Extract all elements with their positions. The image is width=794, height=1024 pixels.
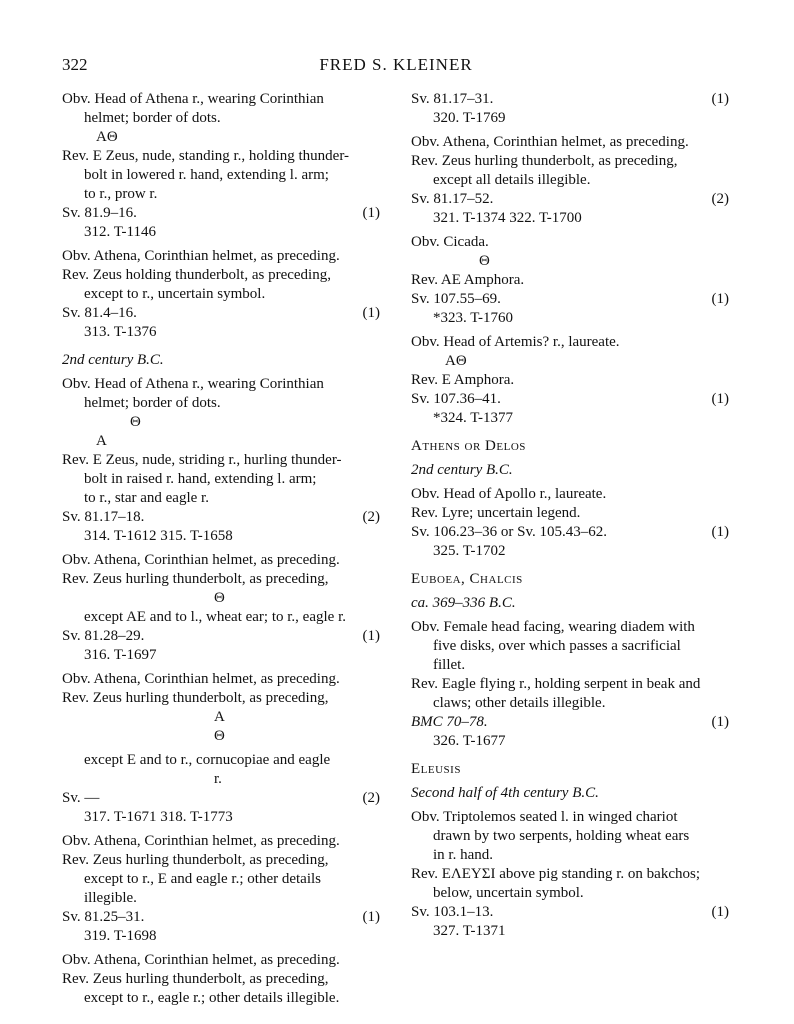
text-line: Second half of 4th century B.C. <box>411 785 599 801</box>
text-line: Rev. E Zeus, nude, standing r., holding thunder- <box>62 148 350 164</box>
text-line: in r. hand. <box>433 847 493 863</box>
text-line: Rev. AE Amphora. <box>411 272 525 288</box>
specimen-count: (2) <box>362 790 380 806</box>
text-line: except all details illegible. <box>433 172 591 188</box>
text-line: Rev. Lyre; uncertain legend. <box>411 505 581 521</box>
text-line: 2nd century B.C. <box>62 352 164 368</box>
specimen-count: (1) <box>711 391 729 407</box>
text-line: 2nd century B.C. <box>411 462 513 478</box>
text-line: Rev. Zeus hurling thunderbolt, as preceding, <box>62 971 329 987</box>
reference-text: Sv. 81.17–52. <box>411 191 494 207</box>
catalog-reference <box>62 304 380 323</box>
specimen-count: (1) <box>362 909 380 925</box>
text-line: 316. T-1697 <box>84 647 157 663</box>
text-line: except to r., eagle r.; other details illegible. <box>84 990 340 1006</box>
text-line: Obv. Athena, Corinthian helmet, as preceding. <box>411 134 689 150</box>
text-line: to r., star and eagle r. <box>84 490 209 506</box>
text-line: helmet; border of dots. <box>84 395 221 411</box>
left-column <box>62 90 380 1008</box>
text-line: Rev. E Zeus, nude, striding r., hurling thunder- <box>62 452 342 468</box>
text-line: Rev. Zeus holding thunderbolt, as preceding, <box>62 267 331 283</box>
specimen-count: (2) <box>362 509 380 525</box>
text-line: except AE and to l., wheat ear; to r., eagle r. <box>84 609 346 625</box>
text-line: Obv. Athena, Corinthian helmet, as preceding. <box>62 671 340 687</box>
specimen-count: (2) <box>711 191 729 207</box>
text-line: 312. T-1146 <box>84 224 156 240</box>
catalog-reference <box>411 713 729 732</box>
catalog-reference <box>411 190 729 209</box>
text-line: Θ <box>214 590 225 606</box>
reference-text: Sv. 107.36–41. <box>411 391 501 407</box>
catalog-reference <box>62 508 380 527</box>
text-line: Obv. Cicada. <box>411 234 489 250</box>
text-line: Obv. Triptolemos seated l. in winged chariot <box>411 809 678 825</box>
specimen-count: (1) <box>711 904 729 920</box>
right-column <box>411 90 729 941</box>
text-line: 314. T-1612 315. T-1658 <box>84 528 233 544</box>
text-line: Obv. Athena, Corinthian helmet, as preceding. <box>62 552 340 568</box>
running-head: FRED S. KLEINER <box>319 55 473 74</box>
text-line: Athens or Delos <box>411 438 526 454</box>
text-line: Θ <box>130 414 141 430</box>
text-line: A <box>214 709 225 725</box>
specimen-count: (1) <box>711 291 729 307</box>
text-line: Obv. Athena, Corinthian helmet, as preceding. <box>62 952 340 968</box>
text-line: Obv. Athena, Corinthian helmet, as preceding. <box>62 248 340 264</box>
text-line: Obv. Head of Athena r., wearing Corinthian <box>62 376 324 392</box>
text-line: Eleusis <box>411 761 461 777</box>
text-line: Θ <box>479 253 490 269</box>
reference-text: Sv. 81.17–18. <box>62 509 145 525</box>
text-line: Rev. Eagle flying r., holding serpent in beak and <box>411 676 701 692</box>
page-header <box>62 55 730 79</box>
text-line: Obv. Head of Athena r., wearing Corinthian <box>62 91 324 107</box>
catalog-reference <box>62 204 380 223</box>
reference-text: Sv. 81.9–16. <box>62 205 137 221</box>
catalog-reference <box>411 523 729 542</box>
reference-text: Sv. 81.25–31. <box>62 909 145 925</box>
text-line: 317. T-1671 318. T-1773 <box>84 809 233 825</box>
text-line: Euboea, Chalcis <box>411 571 523 587</box>
specimen-count: (1) <box>711 91 729 107</box>
text-line: Obv. Head of Apollo r., laureate. <box>411 486 607 502</box>
text-line: *323. T-1760 <box>433 310 514 326</box>
text-line: 320. T-1769 <box>433 110 506 126</box>
text-line: except to r., E and eagle r.; other details <box>84 871 321 887</box>
text-line: Obv. Female head facing, wearing diadem with <box>411 619 695 635</box>
text-line: Rev. Zeus hurling thunderbolt, as preceding, <box>411 153 678 169</box>
reference-text: Sv. 81.4–16. <box>62 305 137 321</box>
text-line: below, uncertain symbol. <box>433 885 584 901</box>
text-line: Rev. ΕΛΕΥΣΙ above pig standing r. on bakchos; <box>411 866 700 882</box>
text-line: 313. T-1376 <box>84 324 157 340</box>
page-number: 322 <box>62 55 88 74</box>
text-line: illegible. <box>84 890 137 906</box>
text-line: 327. T-1371 <box>433 923 506 939</box>
text-line: Obv. Head of Artemis? r., laureate. <box>411 334 620 350</box>
text-line: AΘ <box>96 129 118 145</box>
text-line: to r., prow r. <box>84 186 158 202</box>
text-line: 325. T-1702 <box>433 543 506 559</box>
text-line: except E and to r., cornucopiae and eagle <box>84 752 331 768</box>
text-line: bolt in lowered r. hand, extending l. arm; <box>84 167 329 183</box>
text-line: Rev. Zeus hurling thunderbolt, as preceding, <box>62 852 329 868</box>
text-line: Rev. Zeus hurling thunderbolt, as preceding, <box>62 690 329 706</box>
catalog-reference <box>411 90 729 109</box>
catalog-reference <box>62 627 380 646</box>
catalog-reference <box>411 903 729 922</box>
text-line: 321. T-1374 322. T-1700 <box>433 210 582 226</box>
reference-text: Sv. — <box>62 790 100 806</box>
reference-text: Sv. 103.1–13. <box>411 904 494 920</box>
reference-text: Sv. 81.17–31. <box>411 91 494 107</box>
specimen-count: (1) <box>362 205 380 221</box>
text-line: 326. T-1677 <box>433 733 506 749</box>
text-line: A <box>96 433 107 449</box>
text-line: fillet. <box>433 657 466 673</box>
reference-text: Sv. 106.23–36 or Sv. 105.43–62. <box>411 524 607 540</box>
specimen-count: (1) <box>362 305 380 321</box>
text-line: r. <box>214 771 222 787</box>
text-line: except to r., uncertain symbol. <box>84 286 266 302</box>
specimen-count: (1) <box>711 714 729 730</box>
text-line: bolt in raised r. hand, extending l. arm; <box>84 471 317 487</box>
specimen-count: (1) <box>362 628 380 644</box>
text-line: ca. 369–336 B.C. <box>411 595 516 611</box>
catalog-reference <box>411 390 729 409</box>
text-line: Rev. E Amphora. <box>411 372 515 388</box>
text-line: claws; other details illegible. <box>433 695 606 711</box>
catalog-reference <box>62 908 380 927</box>
text-line: five disks, over which passes a sacrificial <box>433 638 681 654</box>
text-line: Obv. Athena, Corinthian helmet, as preceding. <box>62 833 340 849</box>
reference-text: Sv. 81.28–29. <box>62 628 145 644</box>
reference-text: Sv. 107.55–69. <box>411 291 501 307</box>
text-line: helmet; border of dots. <box>84 110 221 126</box>
catalog-reference <box>62 789 380 808</box>
text-line: *324. T-1377 <box>433 410 514 426</box>
text-line: Θ <box>214 728 225 744</box>
text-line: AΘ <box>445 353 467 369</box>
text-line: drawn by two serpents, holding wheat ears <box>433 828 690 844</box>
reference-text: BMC 70–78. <box>411 714 488 730</box>
catalog-reference <box>411 290 729 309</box>
specimen-count: (1) <box>711 524 729 540</box>
text-line: Rev. Zeus hurling thunderbolt, as preceding, <box>62 571 329 587</box>
text-line: 319. T-1698 <box>84 928 157 944</box>
